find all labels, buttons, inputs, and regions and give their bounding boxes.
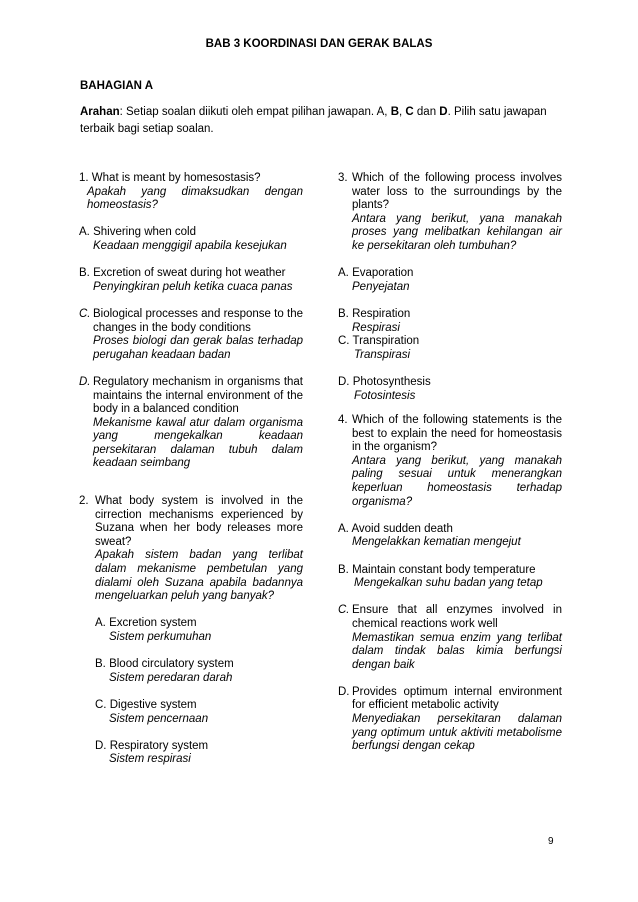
option-text-en: Ensure that all enzymes involved in chemical reactions work well [352,604,562,630]
question-3 [338,172,562,403]
option-text-ms: Mekanisme kawal atur dalam organisma yang mengekalkan keadaan persekitaran dalaman tubuh dalam keadaan seimbang [93,416,303,470]
option-text-en: Evaporation [352,267,414,280]
option-text-ms: Mengekalkan suhu badan yang tetap [354,577,543,590]
option-text-ms: Mengelakkan kematian mengejut [352,536,521,549]
question-text-en: Which of the following process involves water loss to the surroundings by the plants? [352,172,562,212]
option-c [79,308,303,362]
option-text-ms: Sistem peredaran darah [109,671,233,684]
option-letter: B. [95,658,106,671]
option-text-en: Maintain constant body temperature [352,563,536,576]
question-number: 3. [338,172,348,184]
option-text-en: Shivering when cold [93,226,196,239]
option-text-ms: Sistem respirasi [109,753,191,766]
question-4 [338,414,562,754]
question-2 [79,495,303,767]
option-a [79,226,303,240]
option-text-ms: Fotosintesis [354,389,416,402]
instructions-text-1: : Setiap soalan diikuti oleh empat pilihan jawapan. A, [119,106,391,118]
instructions-sep: , [399,106,406,118]
option-text-ms: Proses biologi dan gerak balas terhadap perugahan keadaan badan [93,335,303,361]
instructions-lead: Arahan [80,106,120,118]
option-text-en: Respiration [352,307,411,320]
question-1 [79,172,303,471]
option-text-ms: Memastikan semua enzim yang terlibat dalam tindak balas kimia berfungsi dengan baik [352,631,562,671]
option-letter: A. [338,522,349,535]
section-heading: BAHAGIAN A [80,80,154,92]
option-letter: A. [338,267,349,280]
option-d [79,376,303,471]
option-c [338,604,562,672]
option-text-en: Blood circulatory system [109,658,234,671]
option-text-en: Excretion system [109,617,197,630]
instructions-d: D [439,106,448,118]
question-text-en: What is meant by homesostasis? [91,172,261,184]
option-text-ms: Menyediakan persekitaran dalaman yang optimum untuk aktiviti metabolisme berfungsi dengan cekap [352,713,562,753]
option-letter: A. [79,226,90,239]
option-letter: B. [338,307,349,320]
option-text-ms: Respirasi [352,321,400,334]
option-b [338,564,562,578]
instructions [80,104,560,138]
option-text-en: Respiratory system [109,739,209,752]
option-letter: B. [79,267,90,280]
question-text-ms: Antara yang berikut, yang manakah paling sesuai untuk menerangkan keperluan homeostasis terhadap organisma? [352,454,562,508]
question-text-ms: Apakah yang dimaksudkan dengan homeostasis? [87,185,303,212]
option-letter: A. [95,617,106,630]
option-text-ms: Keadaan menggigil apabila kesejukan [93,239,287,252]
question-text-ms: Antara yang berikut, yana manakah proses yang melibatkan kehilangan air ke persekitaran oleh tumbuhan? [352,212,562,252]
question-text-en: What body system is involved in the cirrection mechanisms experienced by Suzana when her body releases more sweat? [95,495,303,548]
option-text-en: Transpiration [352,335,420,348]
option-text-en: Avoid sudden death [351,522,453,535]
option-letter: C. [338,335,350,348]
option-letter: D. [338,685,350,698]
option-text-en: Regulatory mechanism in organisms that maintains the internal environment of the body in a balanced condition [93,375,303,416]
question-text-en: Which of the following statements is the best to explain the need for homeostasis in the organism? [352,414,562,454]
option-letter: D. [338,375,350,388]
option-text-ms: Sistem perkumuhan [109,630,212,643]
instructions-and: dan [413,106,440,118]
option-text-ms: Penyejatan [352,280,410,293]
option-a [338,267,562,281]
question-number: 4. [338,414,348,426]
option-text-en: Provides optimum internal environment for efficient metabolic activity [352,685,562,712]
option-text-en: Biological processes and response to the changes in the body conditions [93,307,303,334]
option-b [79,267,303,281]
question-number: 2. [79,495,89,507]
chapter-title: BAB 3 KOORDINASI DAN GERAK BALAS [205,38,433,50]
option-a [95,617,303,631]
option-letter: B. [338,563,349,576]
instructions-c: C [405,106,414,118]
option-b [338,308,562,322]
option-letter: D. [79,375,91,388]
instructions-text-2: . Pilih satu jawapan terbaik bagi setiap soalan. [80,106,547,135]
instructions-b: B [390,106,400,118]
option-b [95,658,303,672]
option-d [95,740,303,754]
option-letter: D. [95,739,107,752]
option-c [338,335,562,349]
page-number: 9 [548,836,554,847]
option-a [338,523,562,537]
option-text-en: Photosynthesis [352,375,431,388]
option-d [338,376,562,390]
option-letter: C. [338,604,350,617]
option-letter: C. [79,307,91,320]
option-text-ms: Transpirasi [354,348,411,361]
option-text-en: Digestive system [109,698,197,711]
question-text-ms: Apakah sistem badan yang terlibat dalam mekanisme pembetulan yang dialami oleh Suzana apabila badannya mengeluarkan peluh yang banyak? [95,549,303,603]
option-text-en: Excretion of sweat during hot weather [93,267,286,280]
option-text-ms: Penyingkiran peluh ketika cuaca panas [93,280,293,293]
option-letter: C. [95,698,107,711]
option-d [338,686,562,754]
question-number: 1. [79,172,89,184]
option-text-ms: Sistem pencernaan [109,712,209,725]
option-c [95,699,303,713]
